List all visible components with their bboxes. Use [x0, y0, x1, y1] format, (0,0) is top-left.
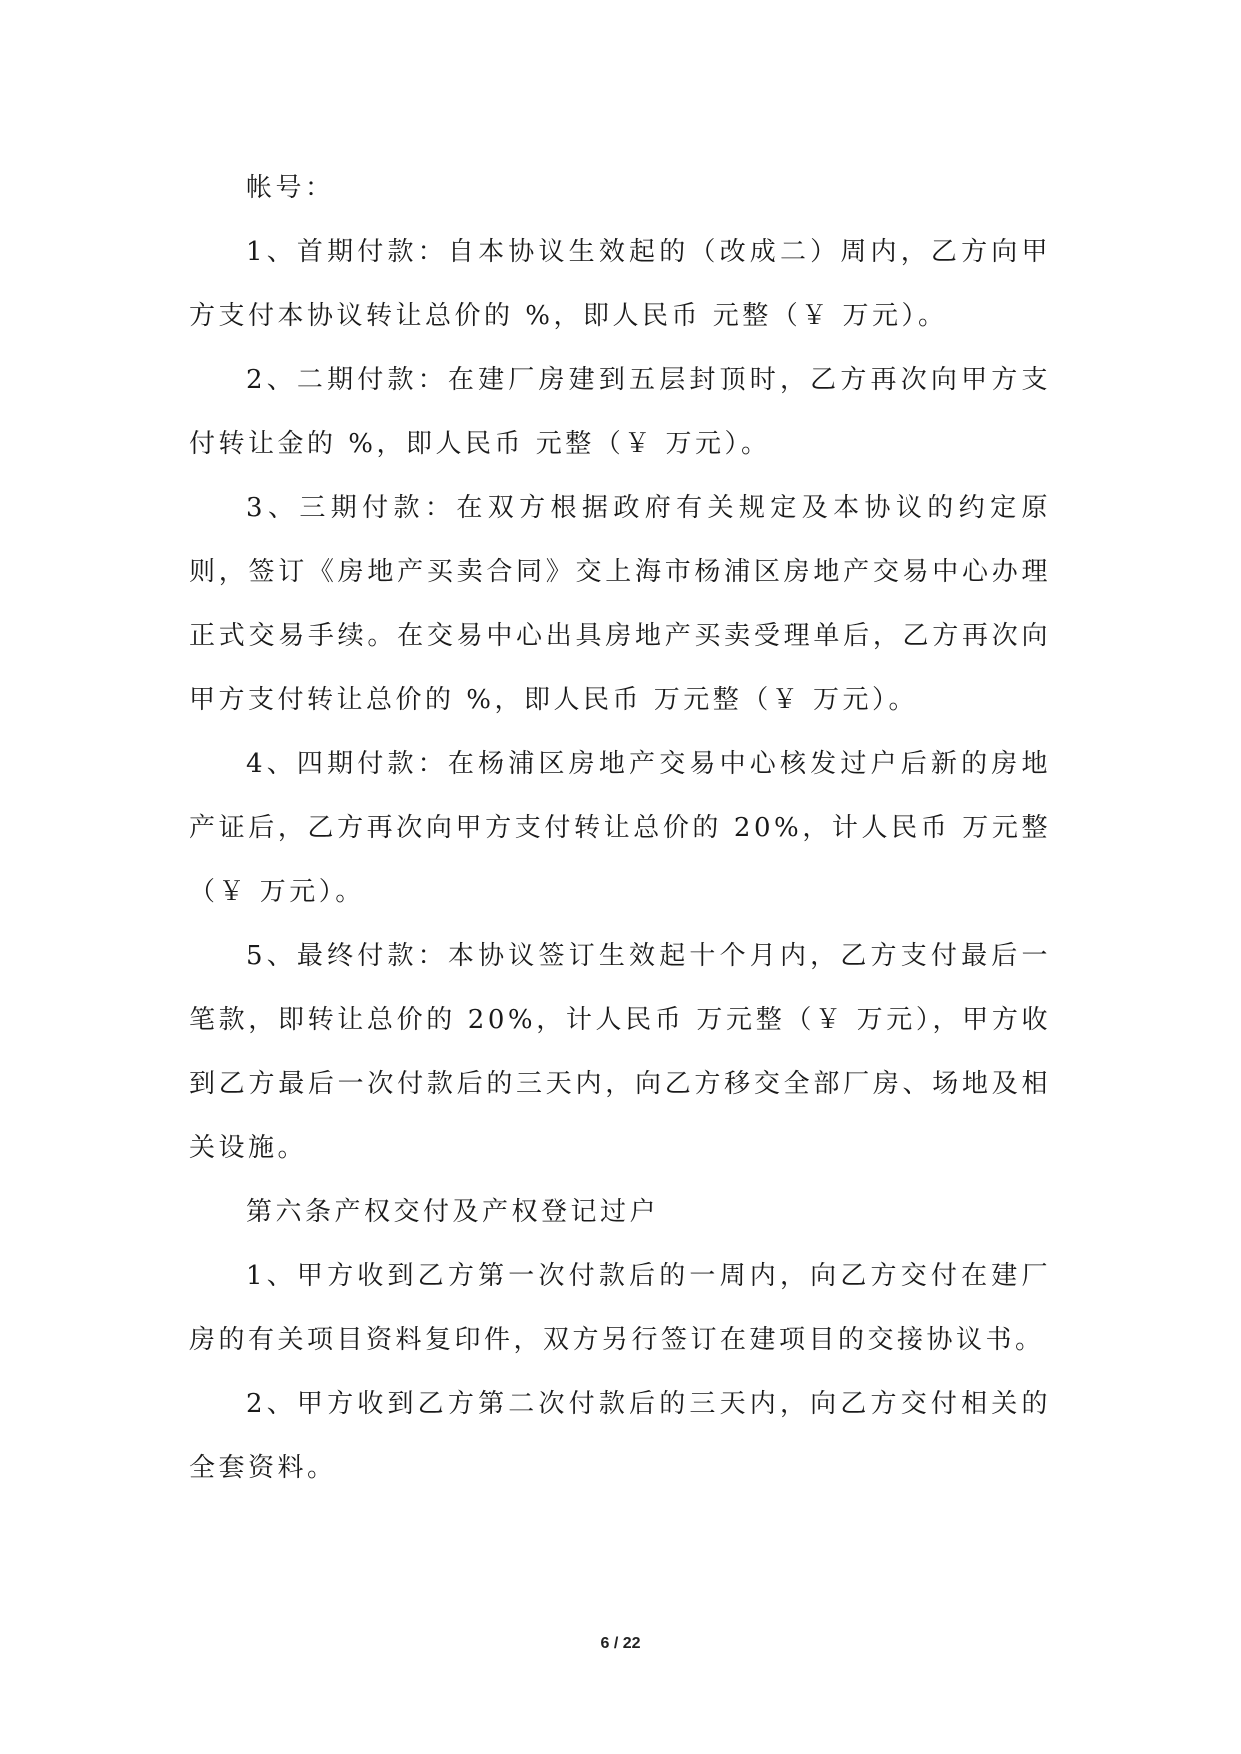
section-heading-article-six: 第六条产权交付及产权登记过户 — [246, 1197, 660, 1227]
paragraph-second-payment: 2、二期付款：在建厂房建到五层封顶时，乙方再次向甲方支付转让金的 %，即人民币 元整（￥ 万元）。 — [189, 365, 1051, 459]
paragraph-first-payment: 1、首期付款：自本协议生效起的（改成二）周内，乙方向甲方支付本协议转让总价的 %，即人民币 元整（￥ 万元）。 — [189, 237, 1051, 331]
paragraph-fourth-payment: 4、四期付款：在杨浦区房地产交易中心核发过户后新的房地产证后，乙方再次向甲方支付转让总价的 20%，计人民币 万元整（￥ 万元）。 — [189, 749, 1051, 907]
paragraph-delivery-two: 2、甲方收到乙方第二次付款后的三天内，向乙方交付相关的全套资料。 — [189, 1389, 1051, 1483]
document-body — [189, 156, 1051, 1500]
page-number: 6 / 22 — [600, 1635, 641, 1652]
paragraph-account: 帐号： — [246, 173, 335, 203]
paragraph-delivery-one: 1、甲方收到乙方第一次付款后的一周内，向乙方交付在建厂房的有关项目资料复印件，双方另行签订在建项目的交接协议书。 — [189, 1261, 1051, 1355]
paragraph-final-payment: 5、最终付款：本协议签订生效起十个月内，乙方支付最后一笔款，即转让总价的 20%，计人民币 万元整（￥ 万元），甲方收到乙方最后一次付款后的三天内，向乙方移交全部厂房、场地及相关设施。 — [189, 941, 1051, 1163]
paragraph-third-payment: 3、三期付款：在双方根据政府有关规定及本协议的约定原则，签订《房地产买卖合同》交上海市杨浦区房地产交易中心办理正式交易手续。在交易中心出具房地产买卖受理单后，乙方再次向甲方支付转让总价的 %，即人民币 万元整（￥ 万元）。 — [189, 493, 1051, 715]
